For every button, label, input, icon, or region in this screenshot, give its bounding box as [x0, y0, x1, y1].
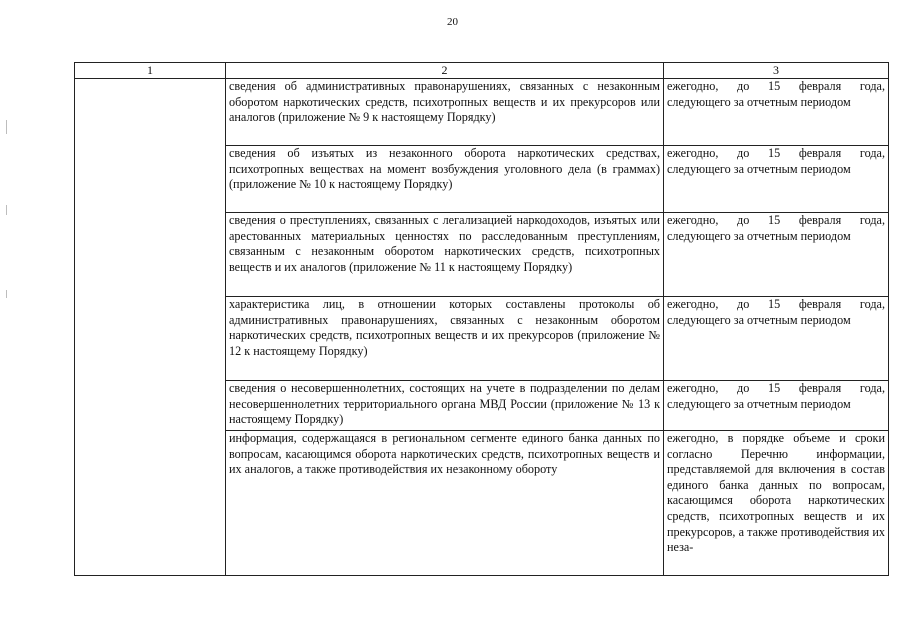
description-cell: характеристика лиц, в отношении которых составлены протоколы об административных правонарушениях, связанных с незаконным оборотом наркотических средств, психотропных веществ и их прекурсоров (приложение № 12 к настоящему Порядку)	[226, 297, 664, 381]
deadline-cell: ежегодно, до 15 февраля года, следующего за отчетным периодом	[664, 79, 889, 146]
column-header-1: 1	[75, 63, 226, 79]
scan-mark	[6, 205, 7, 215]
page-number: 20	[447, 16, 458, 28]
column-header-2: 2	[226, 63, 664, 79]
deadline-cell: ежегодно, в порядке объеме и сроки согласно Перечню информации, представляемой для включения в состав единого банка данных по вопросам, касающимся оборота наркотических средств, психотропных веществ и их прекурсоров, а также противодействия их неза-	[664, 431, 889, 576]
table-row	[75, 79, 889, 146]
deadline-cell: ежегодно, до 15 февраля года, следующего за отчетным периодом	[664, 297, 889, 381]
description-cell: сведения о несовершеннолетних, состоящих на учете в подразделении по делам несовершеннолетних территориального органа МВД России (приложение № 13 к настоящему Порядку)	[226, 381, 664, 431]
deadline-cell: ежегодно, до 15 февраля года, следующего за отчетным периодом	[664, 146, 889, 213]
description-cell: сведения об изъятых из незаконного оборота наркотических средствах, психотропных веществах на момент возбуждения уголовного дела (в граммах) (приложение № 10 к настоящему Порядку)	[226, 146, 664, 213]
column-header-3: 3	[664, 63, 889, 79]
description-cell: сведения о преступлениях, связанных с легализацией наркодоходов, изъятых или арестованных материальных ценностях по расследованным преступлениям, связанным с незаконным оборотом наркотических средств, психотропных веществ и их аналогов (приложение № 11 к настоящему Порядку)	[226, 213, 664, 297]
scan-mark	[6, 120, 7, 134]
table-header-row	[75, 63, 889, 79]
report-table	[74, 62, 889, 576]
scan-mark	[6, 290, 7, 298]
column-1-empty-cell	[75, 79, 226, 576]
deadline-cell: ежегодно, до 15 февраля года, следующего за отчетным периодом	[664, 213, 889, 297]
deadline-cell: ежегодно, до 15 февраля года, следующего за отчетным периодом	[664, 381, 889, 431]
description-cell: информация, содержащаяся в региональном сегменте единого банка данных по вопросам, касающимся оборота наркотических средств, психотропных веществ и их аналогов, а также противодействия их незаконному обороту	[226, 431, 664, 576]
description-cell: сведения об административных правонарушениях, связанных с незаконным оборотом наркотических средств, психотропных веществ и их прекурсоров или аналогов (приложение № 9 к настоящему Порядку)	[226, 79, 664, 146]
